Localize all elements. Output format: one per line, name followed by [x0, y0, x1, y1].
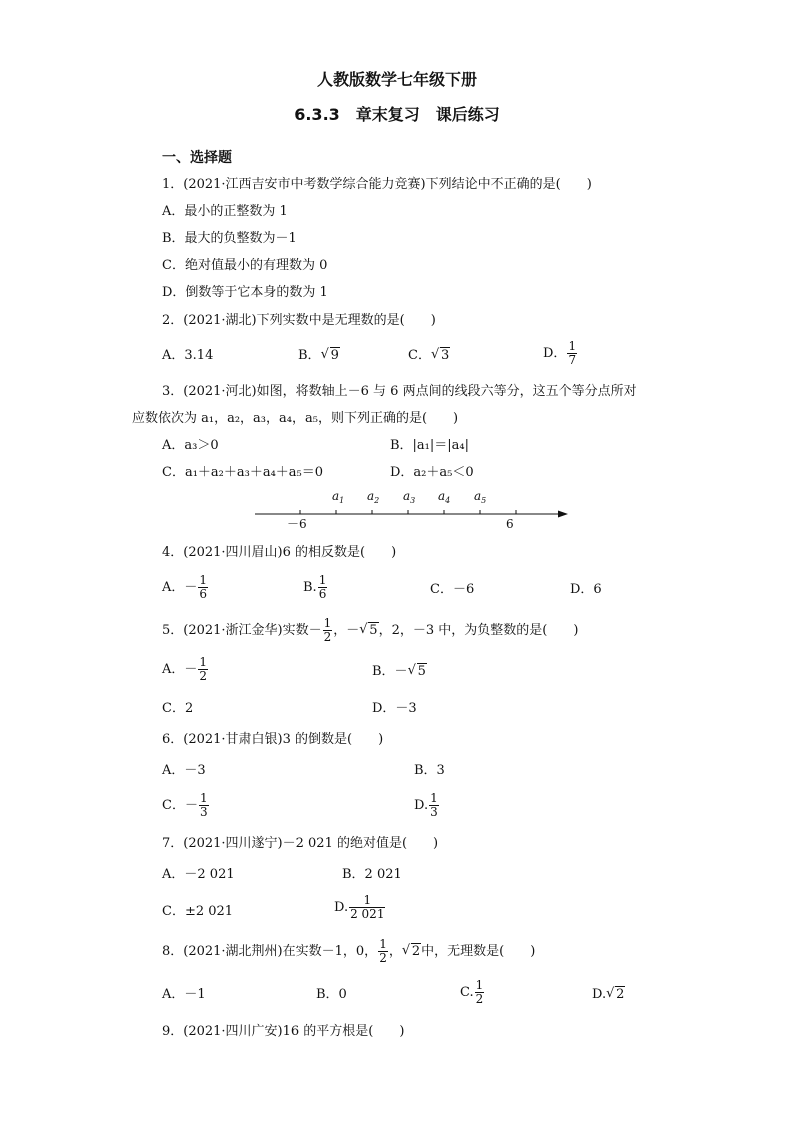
- question-1-option-d: D．倒数等于它本身的数为 1: [162, 285, 328, 300]
- question-3-line-1: 3．(2021·河北)如图，将数轴上－6 与 6 两点间的线段六等分，这五个等分点所对: [162, 384, 637, 399]
- question-7-option-c: C．±2 021: [162, 904, 234, 919]
- question-1-option-a: A．最小的正整数为 1: [162, 204, 288, 219]
- point-label-a5: $a_5$: [474, 489, 487, 505]
- sqrt-symbol: √ 5: [408, 664, 427, 680]
- question-8-option-d: D.√ 2: [592, 987, 625, 1003]
- question-8-option-a: A．－1: [162, 987, 206, 1002]
- fraction: $\frac{1}{2}$: [323, 616, 332, 644]
- question-5-option-a: A．－ $\frac{1}{2}$: [162, 655, 208, 683]
- question-9-stem: 9．(2021·四川广安)16 的平方根是( ): [162, 1024, 405, 1039]
- question-8-stem: 8．(2021·湖北荆州)在实数－1，0， $\frac{1}{2}$ ，√ 2中，无理数是( ): [162, 938, 535, 965]
- point-label-a2: $a_2$: [367, 489, 380, 505]
- question-4-option-c: C．－6: [430, 582, 475, 597]
- question-7-option-d: D. $\frac{1}{2 021}$: [334, 893, 385, 921]
- tick-marks: [300, 510, 516, 514]
- question-3-option-c: C．a₁＋a₂＋a₃＋a₄＋a₅＝0: [162, 465, 324, 480]
- question-7-stem: 7．(2021·四川遂宁)－2 021 的绝对值是( ): [162, 836, 439, 851]
- question-7-option-a: A．－2 021: [162, 867, 235, 882]
- page-subtitle: 6.3.3 章末复习 课后练习: [294, 105, 500, 124]
- question-8-option-c: C. $\frac{1}{2}$: [460, 978, 484, 1006]
- fraction: $\frac{1}{6}$: [318, 573, 327, 601]
- fraction: $\frac{1}{7}$: [568, 339, 577, 367]
- question-2-option-d: D． $\frac{1}{7}$: [543, 339, 577, 367]
- question-2-stem: 2．(2021·湖北)下列实数中是无理数的是( ): [162, 313, 436, 328]
- question-3-line-2: 应数依次为 a₁，a₂，a₃，a₄，a₅，则下列正确的是( ): [132, 411, 459, 426]
- question-1-option-b: B．最大的负整数为－1: [162, 231, 297, 246]
- sqrt-symbol: √ 2: [606, 987, 625, 1003]
- point-label-a4: $a_4$: [438, 489, 451, 505]
- number-line-figure: [250, 482, 580, 532]
- question-5-option-c: C．2: [162, 701, 194, 716]
- question-3-option-b: B．|a₁|＝|a₄|: [390, 438, 469, 453]
- question-3-option-a: A．a₃＞0: [162, 438, 219, 453]
- question-2-option-a: A．3.14: [162, 348, 214, 363]
- left-end-label: －6: [287, 517, 307, 531]
- page-title: 人教版数学七年级下册: [316, 70, 477, 89]
- question-1-stem: 1．(2021·江西吉安市中考数学综合能力竞赛)下列结论中不正确的是( ): [162, 177, 592, 192]
- question-2-option-b: B．√ 9: [298, 348, 340, 364]
- question-6-option-d: D. $\frac{1}{3}$: [414, 791, 438, 819]
- question-4-option-b: B. $\frac{1}{6}$: [303, 573, 327, 601]
- question-5-option-d: D．－3: [372, 701, 417, 716]
- arrow-head-icon: [558, 511, 568, 518]
- question-4-stem: 4．(2021·四川眉山)6 的相反数是( ): [162, 545, 397, 560]
- section-heading: 一、选择题: [162, 150, 232, 166]
- point-label-a3: $a_3$: [403, 489, 416, 505]
- fraction: $\frac{1}{2}$: [379, 937, 387, 965]
- question-7-option-b: B．2 021: [342, 867, 402, 882]
- fraction: $\frac{1}{6}$: [199, 573, 208, 601]
- question-6-option-b: B．3: [414, 763, 445, 778]
- sqrt-symbol: √ 2: [402, 944, 421, 960]
- question-4-option-d: D．6: [570, 582, 602, 597]
- sqrt-symbol: √ 5: [359, 623, 378, 639]
- question-2-option-c: C．√ 3: [408, 348, 450, 364]
- fraction: $\frac{1}{3}$: [430, 791, 438, 819]
- sqrt-symbol: √ 3: [431, 348, 450, 364]
- fraction: $\frac{1}{3}$: [199, 791, 208, 819]
- question-4-option-a: A．－ $\frac{1}{6}$: [162, 573, 208, 601]
- fraction: $\frac{1}{2}$: [199, 655, 208, 683]
- fraction: $\frac{1}{2}$: [475, 978, 484, 1006]
- question-5-option-b: B．－√ 5: [372, 664, 427, 680]
- question-6-option-a: A．－3: [162, 763, 206, 778]
- question-6-option-c: C．－ $\frac{1}{3}$: [162, 791, 208, 819]
- question-3-option-d: D．a₂＋a₅＜0: [390, 465, 474, 480]
- point-label-a1: $a_1$: [332, 489, 345, 505]
- right-end-label: 6: [506, 517, 514, 531]
- question-1-option-c: C．绝对值最小的有理数为 0: [162, 258, 328, 273]
- question-5-stem: 5．(2021·浙江金华)实数－ $\frac{1}{2}$ ，－√ 5，2，－3 中，为负整数的是( ): [162, 617, 578, 644]
- sqrt-symbol: √ 9: [321, 348, 340, 364]
- question-6-stem: 6．(2021·甘肃白银)3 的倒数是( ): [162, 732, 384, 747]
- fraction: $\frac{1}{2 021}$: [350, 893, 385, 921]
- question-8-option-b: B．0: [316, 987, 347, 1002]
